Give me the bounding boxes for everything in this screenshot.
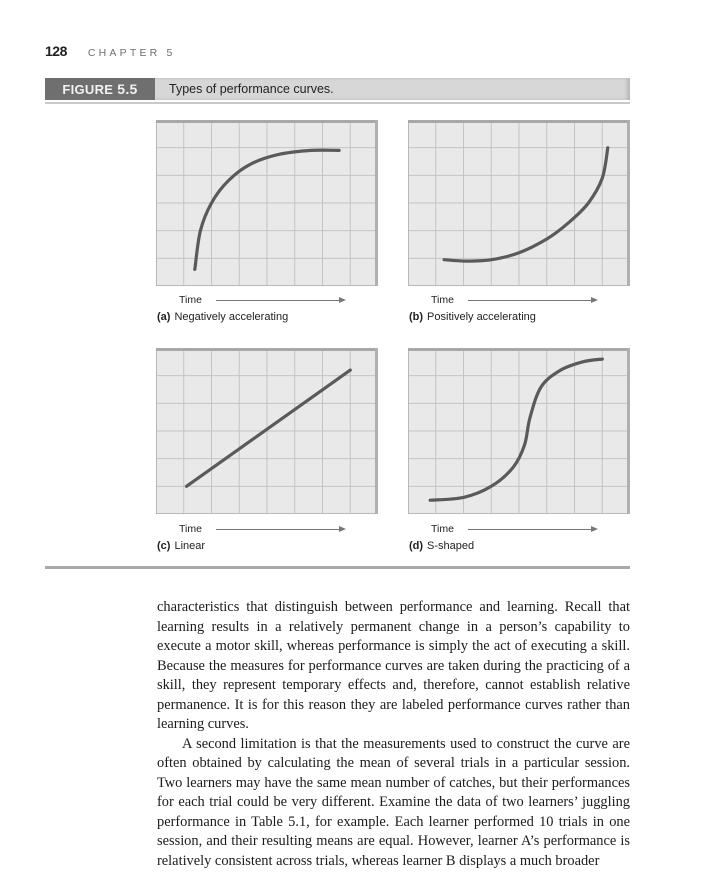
running-head — [45, 43, 176, 61]
figure-label-number: 5.5 — [117, 81, 138, 97]
body-text — [157, 598, 630, 871]
time-axis-c — [179, 523, 344, 535]
chart-panel-positively-accelerating — [408, 120, 630, 286]
figure-bottom-rule — [45, 566, 630, 569]
caption-b — [409, 311, 536, 323]
figure-title: Types of performance curves. — [169, 82, 334, 96]
figure-header-bar — [45, 78, 630, 100]
caption-letter: (c) — [157, 540, 171, 552]
caption-c — [157, 540, 205, 552]
chapter-label: CHAPTER 5 — [87, 47, 176, 59]
caption-letter: (a) — [157, 311, 171, 323]
figure-label — [45, 78, 155, 100]
chart-panel-s-shaped — [408, 348, 630, 514]
arrow-right-icon — [216, 300, 344, 301]
caption-text: Negatively accelerating — [174, 311, 289, 323]
chart-panel-linear — [156, 348, 378, 514]
time-axis-label: Time — [179, 294, 202, 306]
caption-text: S-shaped — [427, 540, 475, 552]
caption-letter: (b) — [409, 311, 424, 323]
time-axis-b — [431, 294, 596, 306]
arrow-right-icon — [468, 529, 596, 530]
figure-label-word: FIGURE — [62, 81, 114, 97]
paragraph: A second limitation is that the measurements used to construct the curve are often obtained by calculating the mean of several trials in a particular session. Two learners may have the same mean number of catches, but their performances for each trial could be very different. Examine the data of two learners’ juggling performance in Table 5.1, for example. Each learner performed 10 trials in one session, and their resulting means are equal. However, learner A’s performance is relatively consistent across trials, whereas learner B displays a much broader — [157, 735, 630, 869]
caption-a — [157, 311, 288, 323]
time-axis-d — [431, 523, 596, 535]
time-axis-label: Time — [431, 294, 454, 306]
caption-text: Linear — [174, 540, 206, 552]
figure-top-rule — [45, 102, 630, 104]
caption-letter: (d) — [409, 540, 424, 552]
caption-text: Positively accelerating — [427, 311, 536, 323]
caption-d — [409, 540, 474, 552]
page-number: 128 — [45, 43, 67, 59]
time-axis-a — [179, 294, 344, 306]
paragraph: characteristics that distinguish between performance and learning. Recall that learning results in a relatively permanent change in a person’s capability to execute a motor skill, whereas performance is simply the act of executing a skill. Because the measures for performance curves are taken during the practicing of a skill, they represent temporary effects and, therefore, cannot establish relative permanence. It is for this reason they are labeled performance curves rather than learning curves. — [157, 599, 630, 732]
arrow-right-icon — [216, 529, 344, 530]
time-axis-label: Time — [431, 523, 454, 535]
time-axis-label: Time — [179, 523, 202, 535]
chart-panel-negatively-accelerating — [156, 120, 378, 286]
arrow-right-icon — [468, 300, 596, 301]
